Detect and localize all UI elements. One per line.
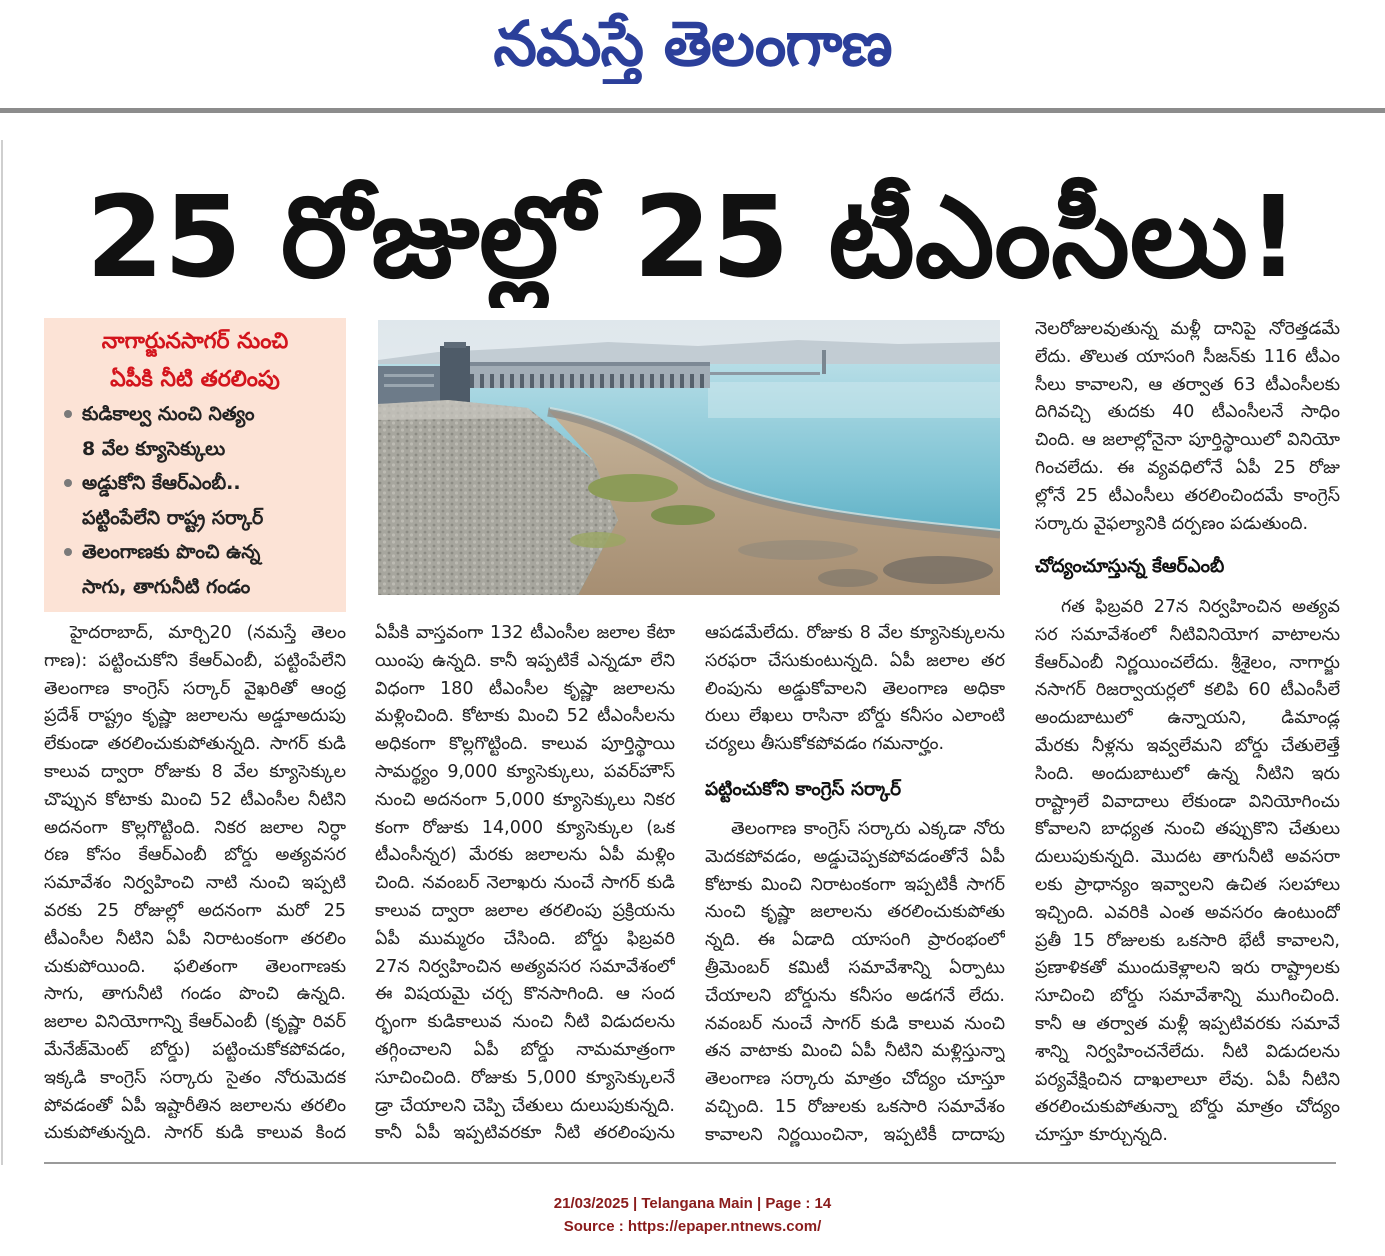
- article-text-line: 27న నిర్వహించిన అత్యవసర సమావేశంలో: [375, 956, 675, 977]
- article-text-line: ఈ విషయమై చర్చ కొనసాగింది. ఆ సంద: [375, 984, 675, 1005]
- article-text-line: చూస్తూ కూర్చున్నది.: [1035, 1125, 1168, 1146]
- article-text-line: ఇక్కడి కాంగ్రెస్ సర్కారు సైతం నోరుమెదక: [44, 1067, 346, 1088]
- article-text-line: గత ఫిబ్రవరి 27న నిర్వహించిన అత్యవ: [1061, 597, 1340, 617]
- article-text-line: మళ్లించింది. కోటాకు మించి 52 టీఎంసీలను: [375, 706, 675, 727]
- article-text-line: తన వాటాకు మించి ఏపీ నీటిని మళ్లిస్తున్నా: [705, 1041, 1005, 1062]
- article-paragraph: [375, 620, 675, 1148]
- reservoir-dam-photo: [378, 320, 1000, 595]
- article-text-line: కోవాలని బాధ్యత నుంచి తప్పుకొని చేతులు: [1035, 819, 1340, 840]
- article-text-line: కేఆర్ఎంబీ నిర్ణయించలేదు. శ్రీశైలం, నాగార్జు: [1035, 652, 1340, 673]
- article-text-line: తెలంగాణ కాంగ్రెస్ సర్కారు ఎక్కడా నోరు: [731, 819, 1005, 839]
- reservoir-dam-illustration: [378, 320, 1000, 595]
- article-text-line: చుకుపోయింది. ఫలితంగా తెలంగాణకు: [44, 956, 346, 977]
- highlights-title-line: నాగార్జునసాగర్ నుంచి: [101, 329, 289, 354]
- article-text-line: కావాలని నిర్ణయించినా, ఇప్పటికీ దాదాపు: [705, 1124, 1005, 1145]
- article-text-line: ఏపీకి వాస్తవంగా 132 టీఎంసీల జలాల కేటా: [375, 623, 675, 643]
- article-text-line: సీలు కావాలని, ఆ తర్వాత 63 టీఎంసీలకు: [1035, 374, 1340, 395]
- article-text-line: గాణ): పట్టించుకోని కేఆర్ఎంబీ, పట్టింపేలేని: [44, 650, 346, 671]
- article-text-line: చుకుపోతున్నది. సాగర్ కుడి కాలువ కింద: [44, 1123, 346, 1144]
- article-text-line: కంగా రోజుకు 14,000 క్యూసెక్కుల (ఒక: [375, 817, 675, 838]
- highlight-bullet-line: సాగు, తాగునీటి గండం: [82, 575, 251, 598]
- masthead-divider: [0, 108, 1385, 113]
- article-text-line: హైదరాబాద్, మార్చి20 (నమస్తే తెలం: [70, 623, 346, 643]
- article-text-line: చేయాలని బోర్డును కనీసం అడగనే లేదు.: [705, 985, 1005, 1006]
- article-column-3-lower: [705, 816, 1005, 1150]
- article-text-line: ర్భంగా కుడికాలువ నుంచి నీటి విడుదలను: [375, 1012, 675, 1033]
- article-text-line: ప్రతీ 15 రోజులకు ఒకసారి భేటీ కావాలని,: [1035, 930, 1340, 951]
- article-text-line: చింది. ఆ జలాల్లోనైనా పూర్తిస్థాయిలో వినియో: [1035, 430, 1340, 451]
- article-paragraph: [1035, 594, 1340, 1150]
- article-text-line: లకు ప్రాధాన్యం ఇవ్వాలని ఉచిత సలహాలు: [1035, 874, 1340, 895]
- article-text-line: టీఎంసీన్నర) మేరకు జలాలను ఏపీ మళ్లిం: [375, 845, 675, 866]
- article-text-line: ఏపీ ముమ్మరం చేసింది. బోర్డు ఫిబ్రవరి: [375, 928, 675, 949]
- article-text-line: దిగివచ్చి తుదకు 40 టీఎంసీలనే సాధిం: [1035, 402, 1340, 423]
- article-text-line: డ్రా చేయాలని చెప్పి చేతులు దులుపుకున్నది.: [375, 1095, 675, 1116]
- article-subheading: పట్టించుకోని కాంగ్రెస్ సర్కార్: [705, 779, 902, 800]
- article-text-line: అందుబాటులో ఉన్నాయని, డిమాండ్ల: [1035, 708, 1340, 729]
- article-text-line: సరఫరా చేసుకుంటున్నది. ఏపీ జలాల తర: [705, 650, 1005, 671]
- article-text-line: ప్రణాళికతో ముందుకెళ్లాలని ఇరు రాష్ట్రాలకు: [1035, 958, 1340, 979]
- left-border-line: [1, 140, 3, 1165]
- article-text-line: సూచించి బోర్డు సమావేశాన్ని ముగించింది.: [1035, 986, 1340, 1007]
- article-text-line: మేరకు నీళ్లను ఇవ్వలేమని బోర్డు చేతులెత్తే: [1035, 735, 1340, 756]
- article-text-line: కాలువ ద్వారా జలాల తరలింపు ప్రక్రియను: [375, 900, 675, 921]
- article-text-line: రణ కోసం కేఆర్ఎంబీ బోర్డు అత్యవసర: [44, 845, 346, 866]
- highlight-bullet-line: కుడికాల్వ నుంచి నిత్యం: [82, 403, 255, 425]
- article-text-line: లింపును అడ్డుకోవాలని తెలంగాణ అధికా: [705, 678, 1005, 699]
- article-column-1: [44, 620, 346, 1148]
- article-text-line: న్నది. ఈ ఏడాది యాసంగి ప్రారంభంలో: [705, 930, 1005, 951]
- article-text-line: నెలరోజులవుతున్న మళ్లీ దానిపై నోరెత్తడమే: [1035, 319, 1340, 339]
- article-text-line: త్రీమెంబర్ కమిటీ సమావేశాన్ని ఏర్పాటు: [705, 957, 1005, 978]
- article-column-2: [375, 620, 675, 1148]
- article-text-line: చర్యలు తీసుకోకపోవడం గమనార్హం.: [705, 734, 945, 755]
- article-text-line: వచ్చింది. 15 రోజులకు ఒకసారి సమావేశం: [705, 1096, 1005, 1117]
- article-text-line: వరకు 25 రోజుల్లో అదనంగా మరో 25: [44, 900, 346, 921]
- article-text-line: సర సమావేశంలో నీటివినియోగ వాటాలను: [1035, 624, 1340, 645]
- article-text-line: అదనంగా కొల్లగొట్టింది. నికర జలాల నిర్ధా: [44, 817, 346, 838]
- article-paragraph: [705, 816, 1005, 1150]
- article-text-line: ప్రదేశ్ రాష్ట్రం కృష్ణా జలాలను అడ్డూఅదుపు: [44, 706, 346, 727]
- article-text-line: మేనేజ్‌మెంట్ బోర్డు) పట్టించుకోకపోవడం,: [44, 1039, 346, 1060]
- article-text-line: తగ్గించాలని ఏపీ బోర్డు నామమాత్రంగా: [375, 1039, 675, 1060]
- article-text-line: గించలేదు. ఈ వ్యవధిలోనే ఏపీ 25 రోజు: [1035, 457, 1340, 478]
- article-text-line: సమావేశం నిర్వహించి నాటి నుంచి ఇప్పటి: [44, 873, 346, 894]
- article-text-line: మెదకపోవడం, అడ్డుచెప్పకపోవడంతోనే ఏపీ: [705, 846, 1005, 867]
- article-text-line: కాలువ ద్వారా రోజుకు 8 వేల క్యూసెక్కుల: [44, 761, 346, 782]
- article-text-line: నుంచి కృష్ణా జలాలను తరలించుకుపోతు: [705, 902, 1005, 923]
- article-text-line: అధికంగా కొల్లగొట్టింది. కాలువ పూర్తిస్థాయి: [375, 734, 675, 755]
- article-text-line: ఇచ్చింది. ఎవరికి ఎంత అవసరం ఉంటుందో: [1035, 902, 1340, 923]
- highlight-bullet-line: అడ్డుకోని కేఆర్ఎంబీ..: [82, 472, 241, 494]
- article-text-line: శాన్ని నిర్వహించనేలేదు. నీటి విడుదలను: [1035, 1041, 1340, 1062]
- article-text-line: సింది. అందుబాటులో ఉన్న నీటిని ఇరు: [1035, 763, 1340, 784]
- highlights-title-line: ఏపీకి నీటి తరలింపు: [110, 367, 280, 392]
- article-text-line: విధంగా 180 టీఎంసీల కృష్ణా జలాలను: [375, 678, 675, 699]
- highlights-box: [44, 318, 346, 612]
- article-text-line: తెలంగాణ కాంగ్రెస్ సర్కార్ వైఖరితో ఆంధ్ర: [44, 678, 346, 699]
- article-text-line: రులు లేఖలు రాసినా బోర్డు కనీసం ఎలాంటి: [705, 706, 1005, 727]
- highlight-bullet: [82, 466, 340, 535]
- article-text-line: కోటాకు మించి నిరాటంకంగా ఇప్పటికీ సాగర్: [705, 874, 1005, 895]
- article-text-line: చింది. నవంబర్ నెలాఖరు నుంచే సాగర్ కుడి: [375, 873, 675, 894]
- article-text-line: దులుపుకున్నది. మొదట తాగునీటి అవసరా: [1035, 847, 1340, 868]
- article-text-line: ఆపడమేలేదు. రోజుకు 8 వేల క్యూసెక్కులను: [705, 623, 1005, 643]
- article-text-line: కానీ ఆ తర్వాత మళ్లీ ఇప్పటివరకు సమావే: [1035, 1013, 1340, 1034]
- article-text-line: నుంచి అదనంగా 5,000 క్యూసెక్కులు నికర: [375, 789, 675, 810]
- article-paragraph: [44, 620, 346, 1148]
- article-text-line: నవంబర్ నుంచే సాగర్ కుడి కాలువ నుంచి: [705, 1013, 1005, 1034]
- article-subheading: చోద్యంచూస్తున్న కేఆర్ఎంబీ: [1035, 556, 1225, 577]
- highlight-bullet: [82, 535, 340, 604]
- article-text-line: జలాల వినియోగాన్ని కేఆర్ఎంబీ (కృష్ణా రివర్: [44, 1012, 346, 1033]
- article-text-line: సామర్థ్యం 9,000 క్యూసెక్కులు, పవర్‌హౌస్: [375, 761, 675, 782]
- article-text-line: ల్లోనే 25 టీఎంసీలు తరలించిందమే కాంగ్రెస్: [1035, 485, 1340, 506]
- article-text-line: తెలంగాణ సర్కారు మాత్రం చోద్యం చూస్తూ: [705, 1069, 1005, 1090]
- article-text-line: సాగు, తాగునీటి గండం పొంచి ఉన్నది.: [44, 984, 346, 1005]
- article-bottom-rule: [44, 1162, 1336, 1164]
- article-text-line: పర్యవేక్షించిన దాఖలాలూ లేవు. ఏపీ నీటిని: [1035, 1069, 1340, 1090]
- highlight-bullet-line: తెలంగాణకు పొంచి ఉన్న: [82, 541, 261, 563]
- article-text-line: పోవడంతో ఏపీ ఇష్టారీతిన జలాలను తరలిం: [44, 1095, 346, 1116]
- article-column-3: [705, 620, 1005, 759]
- article-text-line: రాష్ట్రాలే వివాదాలు లేకుండా వినియోగించు: [1035, 791, 1340, 812]
- article-text-line: చొప్పున కోటాకు మించి 52 టీఎంసీల నీటిని: [44, 789, 346, 810]
- highlight-bullet-line: 8 వేల క్యూసెక్కులు: [82, 437, 226, 460]
- article-text-line: యింపు ఉన్నది. కానీ ఇప్పటికే ఎన్నడూ లేని: [375, 650, 675, 671]
- source-url: Source : https://epaper.ntnews.com/: [563, 1218, 822, 1235]
- article-text-line: తరలించుకుపోతున్నా బోర్డు మాత్రం చోద్యం: [1035, 1097, 1340, 1118]
- article-paragraph: [1035, 316, 1340, 538]
- article-text-line: నసాగర్ రిజర్వాయర్లలో కలిపి 60 టీఎంసీలే: [1035, 680, 1340, 701]
- headline: 25 రోజుల్లో 25 టీఎంసీలు!: [85, 173, 1300, 303]
- newspaper-logo: నమస్తే తెలంగాణ: [493, 7, 892, 80]
- article-text-line: సర్కారు వైఫల్యానికి దర్పణం పడుతుంది.: [1035, 513, 1309, 534]
- article-paragraph: [705, 620, 1005, 759]
- article-text-line: కానీ ఏపీ ఇప్పటివరకూ నీటి తరలింపును: [375, 1123, 675, 1144]
- article-column-4-lower: [1035, 594, 1340, 1150]
- article-text-line: లేకుండా తరలించుకుపోతున్నది. సాగర్ కుడి: [44, 734, 346, 755]
- highlight-bullet-line: పట్టింపేలేని రాష్ట్ర సర్కార్: [82, 506, 264, 529]
- edition-info: 21/03/2025 | Telangana Main | Page : 14: [553, 1195, 832, 1212]
- highlights-title: [44, 323, 346, 399]
- article-text-line: లేదు. తొలుత యాసంగి సీజన్‌కు 116 టీఎం: [1035, 346, 1340, 367]
- article-column-4: [1035, 316, 1340, 538]
- highlight-bullet: [82, 397, 340, 466]
- article-text-line: సూచించింది. రోజుకు 5,000 క్యూసెక్కులనే: [375, 1067, 675, 1088]
- article-text-line: టీఎంసీల నీటిని ఏపీ నిరాటంకంగా తరలిం: [44, 928, 346, 949]
- highlights-bullet-list: [82, 397, 340, 604]
